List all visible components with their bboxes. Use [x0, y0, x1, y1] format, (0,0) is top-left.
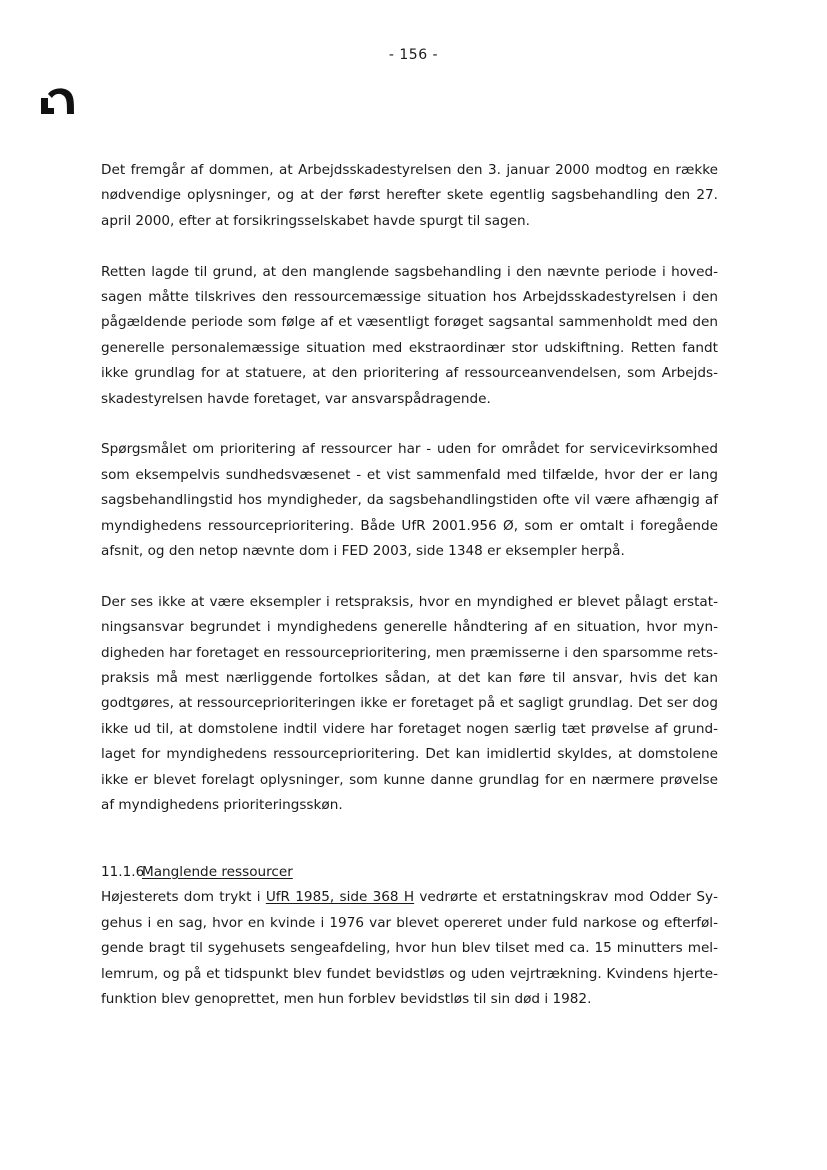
section-number: 11.1.6 [101, 863, 145, 880]
publisher-logo-icon [38, 84, 78, 118]
section-title: Manglende ressourcer [142, 863, 293, 880]
section-heading [101, 844, 718, 885]
paragraph-text: Højesterets dom trykt i [101, 889, 266, 906]
paragraph: Spørgsmålet om prioritering af ressourcer har - uden for området for servicevirksomhed som eksempelvis sundhedsvæsenet - et vist sammenfald med tilfælde, hvor der er lang sagsbehandlingstid hos myndigheder, da sagsbehandlingstiden ofte vil være afhængig af myndighedens ressourceprioritering. Både UfR 2001.956 Ø, som er omtalt i foregående afsnit, og den netop nævnte dom i FED 2003, side 1348 er eksempler herpå. [101, 441, 718, 560]
paragraph: Der ses ikke at være eksempler i retspraksis, hvor en myndighed er blevet pålagt erstatningsansvar begrundet i myndighedens generelle håndtering af en situation, hvor myndigheden har foretaget en ressourceprioritering, men præmisserne i den sparsomme retspraksis må mest nærliggende fortolkes sådan, at det kan føre til ansvar, hvis det kan godtgøres, at ressourceprioriteringen ikke er foretaget på et sagligt grundlag. Det ser dog ikke ud til, at domstolene indtil videre har foretaget nogen særlig tæt prøvelse af grundlaget for myndighedens ressourceprioritering. Det kan imidlertid skyldes, at domstolene ikke er blevet forelagt oplysninger, som kunne danne grundlag for en nærmere prøvelse af myndighedens prioriteringsskøn. [101, 593, 718, 814]
document-body [101, 158, 718, 1038]
paragraph-text: vedrørte et erstatningskrav mod Odder Sygehus i en sag, hvor en kvinde i 1976 var blevet opereret under fuld narkose og efterfølgende bragt til sygehusets sengeafdeling, hvor hun blev tilset med ca. 15 minutters mellemrum, og på et tidspunkt blev fundet bevidstløs og uden vejrtrækning. Kvindens hjertefunktion blev genoprettet, men hun forblev bevidstløs til sin død i 1982. [101, 889, 719, 1007]
page-number: - 156 - [388, 47, 439, 63]
paragraph: Det fremgår af dommen, at Arbejdsskadestyrelsen den 3. januar 2000 modtog en række nødvendige oplysninger, og at der først herefter skete egentlig sagsbehandling den 27. april 2000, efter at forsikringsselskabet havde spurgt til sagen. [101, 162, 718, 229]
paragraph [101, 885, 718, 1012]
paragraph: Retten lagde til grund, at den manglende sagsbehandling i den nævnte periode i hovedsagen måtte tilskrives den ressourcemæssige situation hos Arbejdsskadestyrelsen i den pågældende periode som følge af et væsentligt forøget sagsantal sammenholdt med den generelle personalemæssige situation med ekstraordinær stor udskiftning. Retten fandt ikke grundlag for at statuere, at den prioritering af ressourceanvendelsen, som Arbejdsskadestyrelsen havde foretaget, var ansvarspådragende. [101, 263, 718, 407]
case-reference-link[interactable]: UfR 1985, side 368 H [265, 889, 415, 906]
